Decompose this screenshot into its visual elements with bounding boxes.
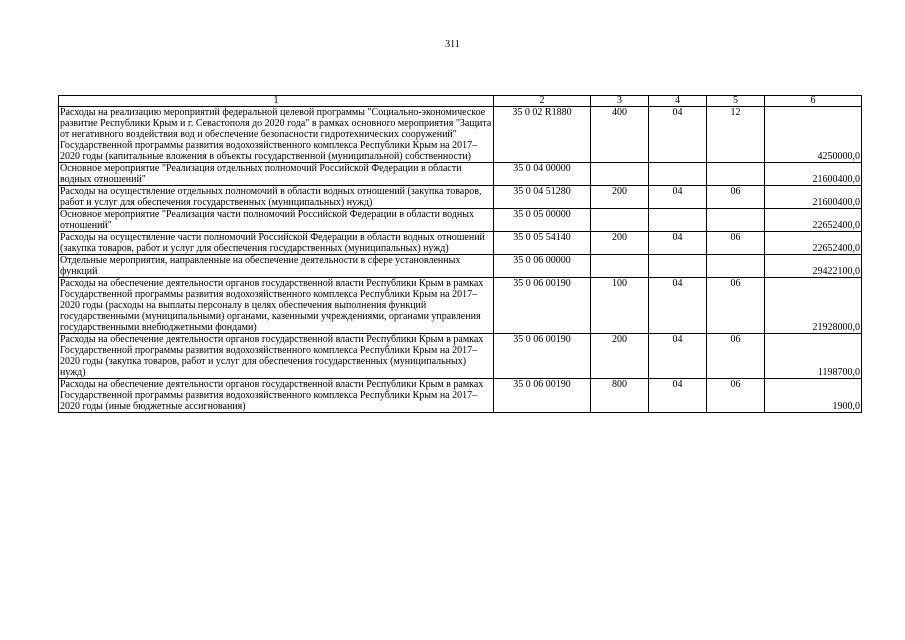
row-type: 200 <box>591 232 649 255</box>
table-row <box>59 107 862 163</box>
row-code: 35 0 02 R1880 <box>494 107 591 163</box>
row-type: 100 <box>591 278 649 334</box>
row-subsection: 06 <box>707 186 765 209</box>
budget-table <box>58 95 862 413</box>
row-amount: 1198700,0 <box>765 334 862 379</box>
row-type <box>591 163 649 186</box>
column-header: 1 <box>59 96 494 107</box>
row-section: 04 <box>649 107 707 163</box>
row-code: 35 0 04 00000 <box>494 163 591 186</box>
row-code: 35 0 06 00000 <box>494 255 591 278</box>
row-amount: 4250000,0 <box>765 107 862 163</box>
row-subsection <box>707 163 765 186</box>
row-name: Расходы на обеспечение деятельности органов государственной власти Республики Крым в рамках Государственной программы развития водохозяйственного комплекса Республики Крым на 2017–2020 годы (закупка товаров, работ и услуг для обеспечения государственных (муниципальных) нужд) <box>59 334 494 379</box>
row-section: 04 <box>649 278 707 334</box>
row-section <box>649 209 707 232</box>
table-row <box>59 255 862 278</box>
row-amount: 22652400,0 <box>765 209 862 232</box>
row-type: 800 <box>591 379 649 413</box>
row-amount: 1900,0 <box>765 379 862 413</box>
row-name: Расходы на обеспечение деятельности органов государственной власти Республики Крым в рамках Государственной программы развития водохозяйственного комплекса Республики Крым на 2017–2020 годы (расходы на выплаты персоналу в целях обеспечения выполнения функций государственными (муниципальными) органами, казенными учреждениями, органами управления государственными внебюджетными фондами) <box>59 278 494 334</box>
row-subsection <box>707 209 765 232</box>
row-amount: 21600400,0 <box>765 186 862 209</box>
row-type: 200 <box>591 186 649 209</box>
row-name: Основное мероприятие "Реализация части полномочий Российской Федерации в области водных отношений" <box>59 209 494 232</box>
table-row <box>59 278 862 334</box>
column-header: 6 <box>765 96 862 107</box>
row-section: 04 <box>649 186 707 209</box>
row-code: 35 0 04 51280 <box>494 186 591 209</box>
row-name: Расходы на осуществление части полномочий Российской Федерации в области водных отношений (закупка товаров, работ и услуг для обеспечения государственных (муниципальных) нужд) <box>59 232 494 255</box>
row-subsection <box>707 255 765 278</box>
column-header: 2 <box>494 96 591 107</box>
row-name: Расходы на осуществление отдельных полномочий в области водных отношений (закупка товаров, работ и услуг для обеспечения государственных (муниципальных) нужд) <box>59 186 494 209</box>
table-row <box>59 232 862 255</box>
row-code: 35 0 05 00000 <box>494 209 591 232</box>
row-name: Отдельные мероприятия, направленные на обеспечение деятельности в сфере установленных функций <box>59 255 494 278</box>
row-section <box>649 163 707 186</box>
row-type: 400 <box>591 107 649 163</box>
row-code: 35 0 06 00190 <box>494 334 591 379</box>
table-row <box>59 334 862 379</box>
row-type <box>591 255 649 278</box>
row-subsection: 06 <box>707 334 765 379</box>
page-number: 311 <box>445 39 460 50</box>
row-subsection: 06 <box>707 278 765 334</box>
row-subsection: 12 <box>707 107 765 163</box>
table-row <box>59 163 862 186</box>
row-section: 04 <box>649 334 707 379</box>
row-type <box>591 209 649 232</box>
table-row <box>59 379 862 413</box>
row-amount: 21928000,0 <box>765 278 862 334</box>
row-name: Расходы на реализацию мероприятий федеральной целевой программы "Социально-экономическое развитие Республики Крым и г. Севастополя до 2020 года" в рамках основного мероприятия "Защита от негативного воздействия вод и обеспечение безопасности гидротехнических сооружений" Государственной программы развития водохозяйственного комплекса Республики Крым на 2017–2020 годы (капитальные вложения в объекты государственной (муниципальной) собственности) <box>59 107 494 163</box>
row-subsection: 06 <box>707 232 765 255</box>
row-section: 04 <box>649 232 707 255</box>
row-amount: 21600400,0 <box>765 163 862 186</box>
column-header: 4 <box>649 96 707 107</box>
table-row <box>59 209 862 232</box>
column-header: 3 <box>591 96 649 107</box>
table-header-row <box>59 96 862 107</box>
row-type: 200 <box>591 334 649 379</box>
row-code: 35 0 06 00190 <box>494 278 591 334</box>
row-code: 35 0 06 00190 <box>494 379 591 413</box>
column-header: 5 <box>707 96 765 107</box>
row-section <box>649 255 707 278</box>
table-row <box>59 186 862 209</box>
row-code: 35 0 05 54140 <box>494 232 591 255</box>
row-amount: 29422100,0 <box>765 255 862 278</box>
row-section: 04 <box>649 379 707 413</box>
row-name: Основное мероприятие "Реализация отдельных полномочий Российской Федерации в области водных отношений" <box>59 163 494 186</box>
row-subsection: 06 <box>707 379 765 413</box>
row-amount: 22652400,0 <box>765 232 862 255</box>
row-name: Расходы на обеспечение деятельности органов государственной власти Республики Крым в рамках Государственной программы развития водохозяйственного комплекса Республики Крым на 2017–2020 годы (иные бюджетные ассигнования) <box>59 379 494 413</box>
